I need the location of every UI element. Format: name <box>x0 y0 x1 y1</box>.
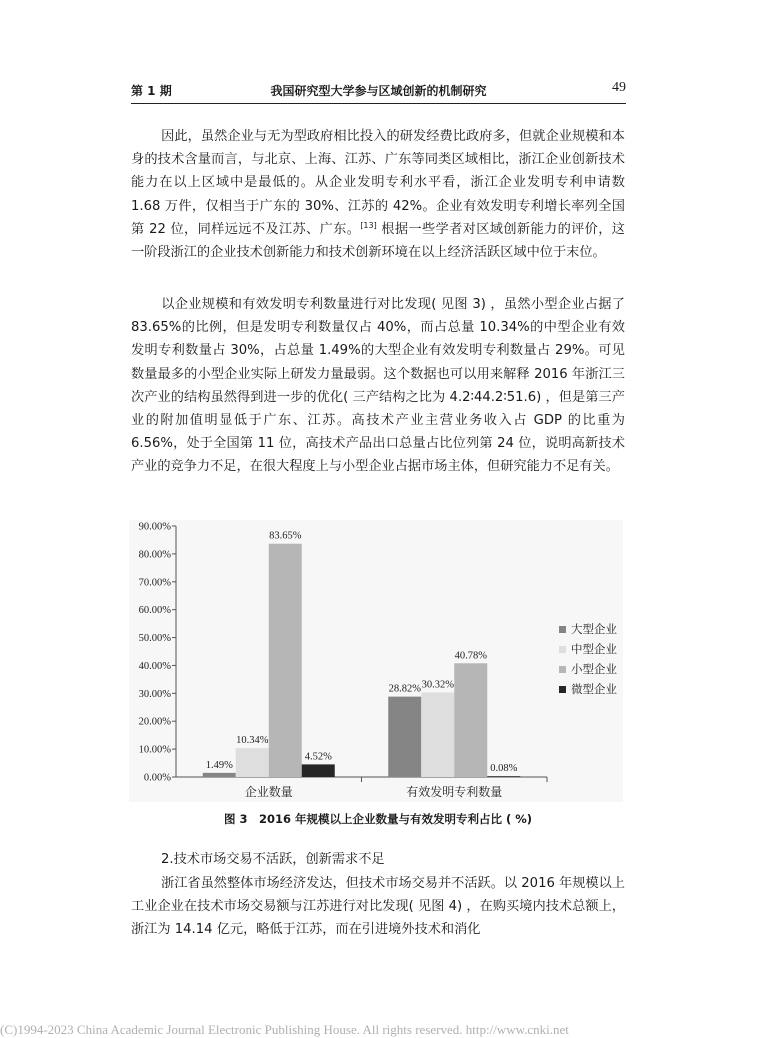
y-tick-label: 90.00% <box>138 521 171 533</box>
y-tick-label: 50.00% <box>138 633 171 645</box>
running-title: 我国研究型大学参与区域创新的机制研究 <box>270 84 487 98</box>
figure-caption: 图 3 2016 年规模以上企业数量与有效发明专利占比 ( %) <box>223 812 533 826</box>
legend-swatch <box>559 666 566 673</box>
paragraph-1-text-a: 因此，虽然企业与无为型政府相比投入的研发经费比政府多，但就企业规模和本身的技术含量而言，与北京、上海、江苏、广东等同类区域相比，浙江企业创新技术能力在以上区域中是最低的。从企业发明专利水平看，浙江企业发明专利申请数 1.68 万件，仅相当于广东的 30%、江苏的 42%。企业有效发明专利增长率列全国第 22 位，同样远远不及江苏、广东。 <box>131 129 625 237</box>
page-number: 49 <box>612 80 626 95</box>
data-label: 40.78% <box>454 650 487 662</box>
x-category-label: 企业数量 <box>244 785 293 799</box>
legend-label: 中型企业 <box>571 642 617 656</box>
paragraph-1 <box>131 125 625 264</box>
paragraph-2 <box>131 293 625 479</box>
bar-chart-svg <box>129 520 623 802</box>
running-header <box>131 80 626 102</box>
legend-label: 小型企业 <box>571 662 617 676</box>
bar-2-1 <box>236 748 269 777</box>
data-label: 0.08% <box>490 763 518 775</box>
y-tick-label: 0.00% <box>143 772 171 784</box>
legend-swatch <box>559 646 566 653</box>
y-tick-label: 10.00% <box>138 744 171 756</box>
bar-4-1 <box>302 764 335 777</box>
figure-3-chart <box>129 520 623 802</box>
bar-3-1 <box>269 544 302 777</box>
issue-number: 第 1 期 <box>131 84 172 98</box>
y-tick-label: 70.00% <box>138 577 171 589</box>
y-tick-label: 60.00% <box>138 605 171 617</box>
paragraph-3-text: 浙江省虽然整体市场经济发达，但技术市场交易并不活跃。以 2016 年规模以上工业企业在技术市场交易额与江苏进行对比发现( 见图 4) ，在购买境内技术总额上，浙江为 14.14 亿元，略低于江苏，而在引进境外技术和消化 <box>131 876 625 938</box>
paragraph-2-text: 以企业规模和有效发明专利数量进行对比发现( 见图 3) ，虽然小型企业占据了 83.65%的比例，但是发明专利数量仅占 40%，而占总量 10.34%的中型企业有效发明专利数量占 30%，占总量 1.49%的大型企业有效发明专利数量占 29%。可见数量最多的小型企业实际上研发力量最弱。这个数据也可以用来解释 2016 年浙江三次产业的结构虽然得到进一步的优化( 三产结构之比为 4.2∶44.2∶51.6) ，但是第三产业的附加值明显低于广东、江苏。高技术产业主营业务收入占 GDP 的比重为 6.56%，处于全国第 11 位，高技术产品出口总量占比位列第 24 位，说明高新技术产业的竞争力不足，在很大程度上与小型企业占据市场主体，但研究能力不足有关。 <box>131 297 625 475</box>
y-tick-label: 20.00% <box>138 716 171 728</box>
y-tick-label: 80.00% <box>138 549 171 561</box>
bar-3-2 <box>454 663 487 777</box>
bar-1-1 <box>203 773 236 777</box>
citation-ref: [13] <box>360 220 377 230</box>
bar-1-2 <box>388 697 421 777</box>
data-label: 30.32% <box>421 679 454 691</box>
y-tick-label: 30.00% <box>138 688 171 700</box>
y-tick-label: 40.00% <box>138 660 171 672</box>
header-rule <box>131 103 626 104</box>
legend-label: 微型企业 <box>571 682 617 696</box>
legend-label: 大型企业 <box>571 622 617 636</box>
legend-swatch <box>559 686 566 693</box>
bar-4-2 <box>487 776 520 777</box>
copyright-footer: (C)1994-2023 China Academic Journal Electronic Publishing House. All rights reserved. http://www.cnki.net <box>0 1022 569 1037</box>
section-subheading: 2.技术市场交易不活跃，创新需求不足 <box>161 852 385 867</box>
data-label: 28.82% <box>388 683 421 695</box>
legend-swatch <box>559 626 566 633</box>
x-category-label: 有效发明专利数量 <box>406 785 503 799</box>
data-label: 10.34% <box>236 735 269 747</box>
bar-2-2 <box>421 692 454 777</box>
paragraph-3 <box>131 872 625 942</box>
paragraph-1-text-b: 根据一些学者对区域创新能力的评价，这一阶段浙江的企业技术创新能力和技术创新环境在以上经济活跃区域中位于末位。 <box>131 221 625 261</box>
data-label: 83.65% <box>269 530 302 542</box>
data-label: 1.49% <box>205 759 233 771</box>
data-label: 4.52% <box>304 751 332 763</box>
